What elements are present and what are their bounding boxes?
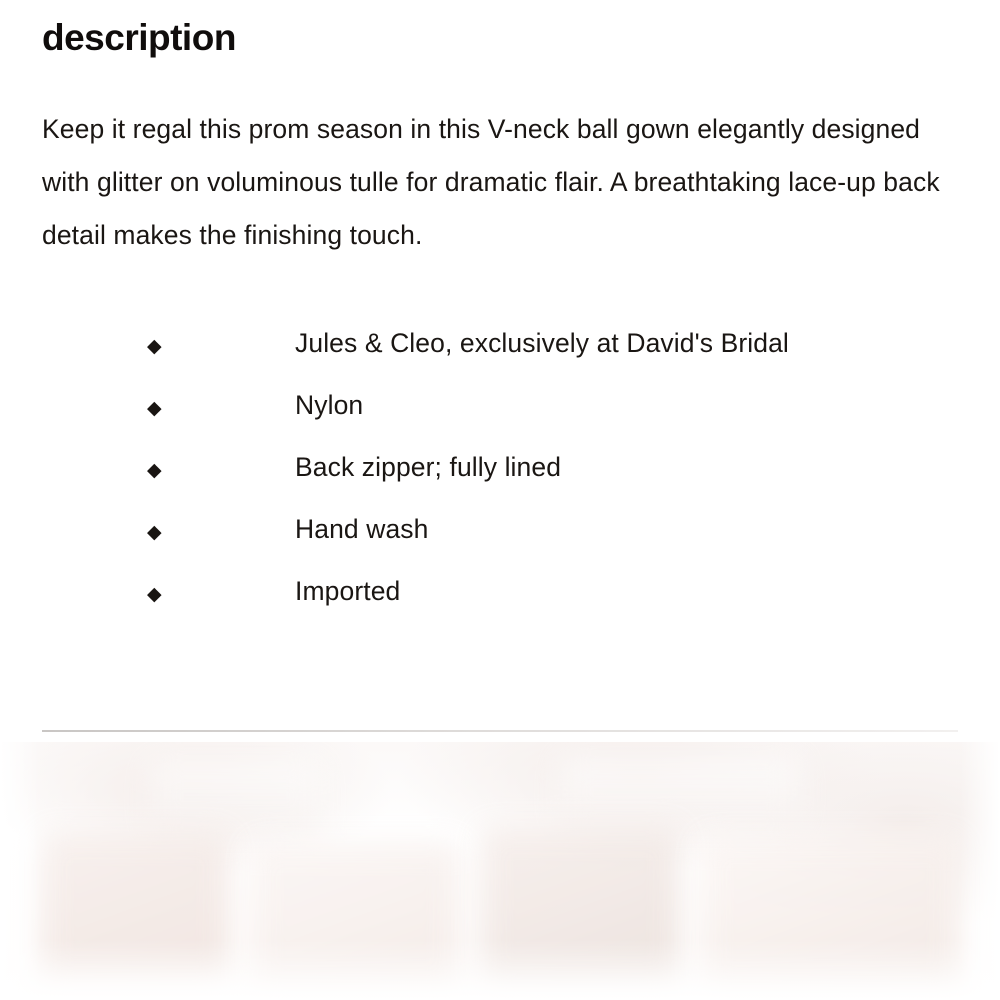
list-item: [42, 314, 960, 376]
list-item: [42, 438, 960, 500]
edge-fade-bottom: [0, 940, 1000, 1000]
diamond-bullet-icon: ◆: [147, 521, 162, 543]
list-item: [42, 562, 960, 624]
list-item-label: Nylon: [295, 389, 364, 420]
list-item-label: Imported: [295, 575, 401, 606]
list-item-label: Jules & Cleo, exclusively at David's Bridal: [295, 327, 789, 358]
diamond-bullet-icon: ◆: [147, 397, 162, 419]
diamond-bullet-icon: ◆: [147, 583, 162, 605]
page-title: description: [42, 17, 236, 58]
blurred-content-area: [0, 732, 1000, 1000]
feature-list: [42, 262, 960, 624]
diamond-bullet-icon: ◆: [147, 459, 162, 481]
list-item-label: Hand wash: [295, 513, 429, 544]
list-item: [42, 500, 960, 562]
description-paragraph: Keep it regal this prom season in this V-neck ball gown elegantly designed with glitter on voluminous tulle for dramatic flair. A breathtaking lace-up back detail makes the finishing touch.: [42, 113, 940, 250]
panel-top-edge: [0, 732, 1000, 742]
list-item: [42, 376, 960, 438]
list-item-label: Back zipper; fully lined: [295, 451, 562, 482]
blur-shape: [150, 762, 320, 832]
diamond-bullet-icon: ◆: [147, 335, 162, 357]
blur-shape: [560, 757, 800, 827]
